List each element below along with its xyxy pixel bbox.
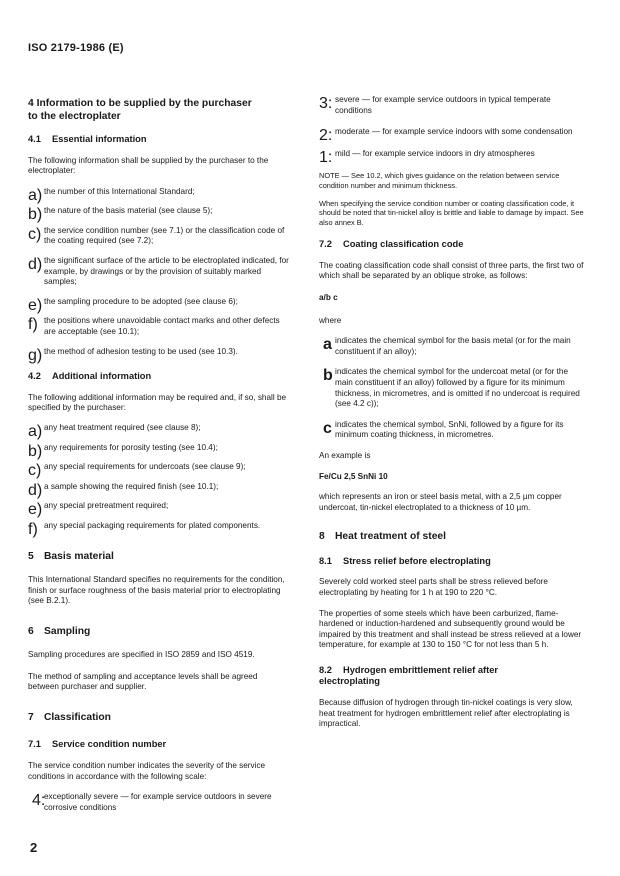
section-4-1-title [28,134,290,146]
list-item [28,296,290,314]
list-label: c) [28,225,42,243]
section-number: 7.1 [28,738,41,749]
scale-label: 1: [319,148,333,166]
section-6-p1: Sampling procedures are specified in ISO 2859 and ISO 4519. [28,650,255,660]
section-8-1-p2: The properties of some steels which have been carburized, flame-hardened or induction-hardened and subsequently ground would be impaired by this treatment and shall instead be stress relieved at a lower temperature, for example at 130 to 150 °C for not less than 5 h. [319,608,582,650]
section-number: 8 [319,531,325,543]
definition-key: a [323,336,332,354]
scale-label: 3: [319,95,333,112]
document-header: ISO 2179-1986 (E) [28,42,124,54]
section-title-text-line2: electroplating [319,676,380,687]
list-label: a) [28,186,43,204]
section-number: 4.2 [28,371,41,382]
scale-text: mild — for example service indoors in dry atmospheres [335,148,535,158]
list-label: f) [28,520,38,538]
definition-key: c [323,419,332,437]
list-item [28,462,290,480]
scale-item [319,148,587,166]
scale-text: exceptionally severe — for example service outdoors in severe corrosive conditions [44,792,272,812]
section-4-title [28,98,290,123]
list-label: b) [28,206,43,224]
example-code: Fe/Cu 2,5 SnNi 10 [319,471,388,481]
section-title-text: Service condition number [52,738,167,749]
list-item [28,481,290,499]
section-title-text: Heat treatment of steel [335,531,447,543]
section-4-1-intro: The following information shall be supplied by the purchaser to the electroplater: [28,155,269,176]
section-number: 8.2 [319,664,332,675]
section-title-text: Basis material [44,551,114,563]
section-number: 6 [28,625,34,637]
left-column [28,94,290,813]
section-title-text: Additional information [52,371,152,382]
section-5-title [28,551,290,564]
list-label: d) [28,481,43,499]
definition-item [319,336,587,357]
section-6-title [28,626,290,639]
scale-item [28,792,290,813]
section-title-text: Essential information [52,134,147,144]
note: NOTE — See 10.2, which gives guidance on the relation between service condition number and minimum thickness. [319,171,560,190]
section-7-2-title [319,239,587,251]
section-8-1-p1: Severely cold worked steel parts shall be stress relieved before electroplating by heating for 1 h at 190 to 220 °C. [319,577,548,597]
definition-item [319,367,587,409]
section-4-2-intro: The following additional information may be required and, if so, shall be specified by the purchaser: [28,392,287,413]
section-number: 5 [28,551,34,563]
section-title-text: Stress relief before electroplating [343,555,491,566]
section-title-text: Coating classification code [343,239,464,250]
scale-text: severe — for example service outdoors in typical temperate conditions [335,95,551,115]
list-label: c) [28,462,42,480]
list-text: a sample showing the required finish (see 10.1); [44,481,219,491]
list-text: the positions where unavoidable contact marks and other defects are acceptable (see 10.1); [44,316,280,337]
list-text: the service condition number (see 7.1) or the classification code of the coating required (see 7.2); [44,225,285,246]
section-4-title-line2: to the electroplater [28,110,121,122]
list-text: any special pretreatment required; [44,501,169,511]
scale-item [319,127,587,145]
section-8-title [319,531,587,544]
definition-key: b [323,367,333,385]
list-label: g) [28,346,43,364]
list-label: d) [28,256,43,274]
list-label: b) [28,442,43,460]
section-8-2-title [319,665,587,688]
list-label: e) [28,296,43,314]
scale-label: 2: [319,127,333,145]
list-item [28,256,290,288]
section-number: 4.1 [28,134,41,144]
scale-text: moderate — for example service indoors with some condensation [335,127,573,137]
section-title-text: Sampling [44,625,91,637]
section-5-text: This International Standard specifies no requirements for the condition, finish or surface roughness of the basis material prior to electroplating (see B.2.1). [28,574,285,606]
list-label: a) [28,422,43,440]
list-text: any special requirements for undercoats (see clause 9); [44,462,246,472]
list-item [28,501,290,519]
list-item [28,186,290,204]
list-item [28,316,290,337]
section-title-text: Classification [44,712,111,724]
definition-text: indicates the chemical symbol for the basis metal (or for the main constituent if an alloy); [335,336,571,356]
section-4-2-title [28,371,290,383]
right-column [319,95,587,730]
list-text: the method of adhesion testing to be used (see 10.3). [44,346,238,356]
section-title-text: Hydrogen embrittlement relief after [343,664,498,675]
section-7-1-intro: The service condition number indicates the severity of the service conditions in accordance with the following scale: [28,761,266,781]
section-7-1-title [28,739,290,751]
list-text: the sampling procedure to be adopted (see clause 6); [44,296,238,306]
section-number: 8.1 [319,555,332,566]
example-intro: An example is [319,450,371,460]
list-text: any special packaging requirements for plated components. [44,520,261,530]
list-label: e) [28,501,43,519]
section-6-p2: The method of sampling and acceptance levels shall be agreed between purchaser and supplier. [28,671,258,692]
list-text: the nature of the basis material (see clause 5); [44,206,213,216]
list-item [28,520,290,538]
example-text: which represents an iron or steel basis metal, with a 2,5 µm copper undercoat, tin-nickel electroplated to a thickness of 10 µm. [319,492,562,512]
list-text: any requirements for porosity testing (see 10.4); [44,442,218,452]
list-item [28,226,290,247]
section-number: 7 [28,712,34,724]
list-item [28,206,290,224]
list-label: f) [28,316,38,334]
definition-item [319,420,587,441]
section-8-1-title [319,556,587,568]
definition-text: indicates the chemical symbol for the undercoat metal (or for the main constituent if an alloy) followed by a figure for its minimum thickness, in micrometres, and is omitted if no undercoat is required (see 4.2 c)); [335,367,580,409]
section-4-title-line1: 4 Information to be supplied by the purchaser [28,98,252,109]
section-number: 7.2 [319,239,332,250]
list-item [28,422,290,440]
page-number: 2 [30,840,38,855]
scale-item [319,95,587,116]
list-text: the number of this International Standard; [44,186,195,196]
section-7-2-intro: The coating classification code shall consist of three parts, the first two of which shall be separated by an oblique stroke, as follows: [319,260,584,281]
caution-text: When specifying the service condition number or coating classification code, it should be noted that tin-nickel alloy is brittle and liable to damage by impact. See also annex B. [319,198,584,227]
scale-label: 4: [32,792,46,810]
section-8-2-p1: Because diffusion of hydrogen through tin-nickel coatings is very slow, heat treatment for hydrogen embrittlement relief after electroplating is impractical. [319,697,573,729]
list-text: any heat treatment required (see clause 8); [44,422,201,432]
definition-text: indicates the chemical symbol, SnNi, followed by a figure for its minimum coating thickness, in micrometres. [335,419,564,440]
list-text: the significant surface of the article to be electroplated indicated, for example, by drawings or by the provision of suitably marked samples; [44,256,289,287]
list-item [28,346,290,364]
where-label: where [319,315,342,325]
code-format: a/b c [319,293,338,303]
list-item [28,442,290,460]
section-7-title [28,712,290,725]
